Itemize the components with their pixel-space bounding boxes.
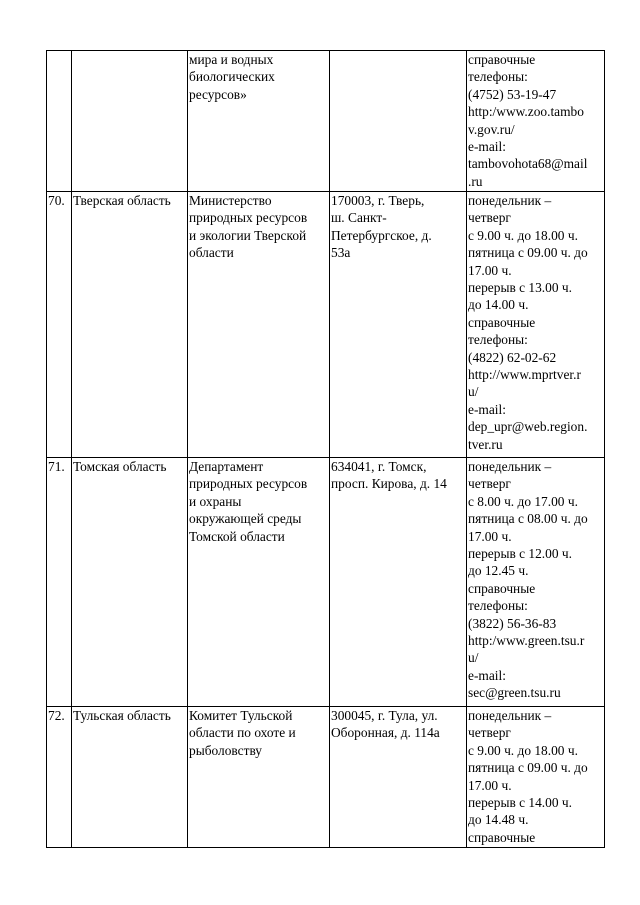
region-cell <box>72 192 188 458</box>
cell-text-line: http:/www.green.tsu.r <box>468 633 585 649</box>
cell-text-line: четверг <box>468 476 511 492</box>
agency-cell <box>188 458 330 707</box>
cell-text-line: биологических <box>189 69 275 85</box>
cell-text-line: e-mail: <box>468 401 506 417</box>
cell-text-line: до 14.48 ч. <box>468 812 529 828</box>
cell-text-line: справочные <box>468 580 536 596</box>
cell-text-line: Департамент <box>189 459 264 474</box>
table-row <box>47 51 605 192</box>
cell-text-line: (3822) 56-36-83 <box>468 615 557 631</box>
cell-text-line: четверг <box>468 725 511 741</box>
cell-text-line: ресурсов» <box>189 86 247 102</box>
cell-text: 72. <box>48 708 65 723</box>
cell-text-line: (4822) 62-02-62 <box>468 349 557 365</box>
agencies-table-body <box>47 51 605 848</box>
cell-text-line: до 14.00 ч. <box>468 297 529 313</box>
cell-text-line: справочные <box>468 314 536 330</box>
cell-text-line: справочные <box>468 52 536 67</box>
row-number-cell <box>47 51 72 192</box>
address-cell <box>330 192 467 458</box>
cell-text-line: с 9.00 ч. до 18.00 ч. <box>468 227 578 243</box>
cell-text-line: перерыв с 14.00 ч. <box>468 795 572 811</box>
cell-text-line: просп. Кирова, д. 14 <box>331 476 447 492</box>
cell-text-line: u/ <box>468 650 479 666</box>
cell-text: 71. <box>48 459 65 474</box>
cell-text-line: природных ресурсов <box>189 210 308 226</box>
cell-text: Тверская область <box>73 193 171 208</box>
cell-text-line: 170003, г. Тверь, <box>331 193 425 208</box>
cell-text-line: с 8.00 ч. до 17.00 ч. <box>468 493 578 509</box>
cell-text-line: 17.00 ч. <box>468 777 512 793</box>
cell-text-line: перерыв с 13.00 ч. <box>468 280 572 296</box>
cell-text-line: окружающей среды <box>189 511 302 527</box>
cell-text-line: http://www.mprtver.r <box>468 367 581 383</box>
cell-text-line: ш. Санкт- <box>331 210 387 226</box>
cell-text-line: sec@green.tsu.ru <box>468 685 561 701</box>
cell-text-line: природных ресурсов <box>189 476 308 492</box>
cell-text-line: понедельник – <box>468 459 552 474</box>
cell-text-line: .ru <box>468 173 483 189</box>
table-row <box>47 458 605 707</box>
cell-text-line: Петербургское, д. <box>331 227 432 243</box>
cell-text-line: до 12.45 ч. <box>468 563 529 579</box>
cell-text-line: http:/www.zoo.tambo <box>468 104 584 120</box>
cell-text-line: и экологии Тверской <box>189 227 307 243</box>
row-number-cell <box>47 707 72 848</box>
cell-text-line: e-mail: <box>468 139 506 155</box>
cell-text-line: 634041, г. Томск, <box>331 459 427 474</box>
cell-text-line: (4752) 53-19-47 <box>468 86 557 102</box>
cell-text-line: v.gov.ru/ <box>468 121 515 137</box>
cell-text: 70. <box>48 193 65 208</box>
cell-text-line: справочные <box>468 829 536 845</box>
schedule-contacts-cell <box>467 707 605 848</box>
cell-text-line: e-mail: <box>468 667 506 683</box>
row-number-cell <box>47 458 72 707</box>
address-cell <box>330 458 467 707</box>
schedule-contacts-cell <box>467 51 605 192</box>
table-row <box>47 192 605 458</box>
cell-text-line: u/ <box>468 384 479 400</box>
cell-text: Томская область <box>73 459 167 474</box>
cell-text-line: 53а <box>331 245 351 261</box>
cell-text-line: рыболовству <box>189 742 263 758</box>
cell-text-line: телефоны: <box>468 332 528 348</box>
cell-text: Тульская область <box>73 708 171 723</box>
cell-text-line: и охраны <box>189 493 242 509</box>
cell-text-line: пятница с 08.00 ч. до <box>468 511 588 527</box>
cell-text-line: tambovohota68@mail <box>468 156 588 172</box>
region-cell <box>72 458 188 707</box>
cell-text-line: 17.00 ч. <box>468 528 512 544</box>
cell-text-line: перерыв с 12.00 ч. <box>468 546 572 562</box>
row-number-cell <box>47 192 72 458</box>
cell-text-line: пятница с 09.00 ч. до <box>468 760 588 776</box>
schedule-contacts-cell <box>467 192 605 458</box>
cell-text-line: понедельник – <box>468 193 552 208</box>
cell-text-line: tver.ru <box>468 436 503 452</box>
cell-text-line: мира и водных <box>189 52 274 67</box>
cell-text-line: Комитет Тульской <box>189 708 293 723</box>
cell-text-line: четверг <box>468 210 511 226</box>
region-cell <box>72 707 188 848</box>
agency-cell <box>188 707 330 848</box>
address-cell <box>330 51 467 192</box>
cell-text-line: области <box>189 245 234 261</box>
region-cell <box>72 51 188 192</box>
agencies-table <box>46 50 605 848</box>
agency-cell <box>188 192 330 458</box>
schedule-contacts-cell <box>467 458 605 707</box>
address-cell <box>330 707 467 848</box>
cell-text-line: 17.00 ч. <box>468 262 512 278</box>
cell-text-line: dep_upr@web.region. <box>468 419 588 435</box>
table-row <box>47 707 605 848</box>
cell-text-line: Оборонная, д. 114а <box>331 725 440 741</box>
cell-text-line: пятница с 09.00 ч. до <box>468 245 588 261</box>
cell-text-line: области по охоте и <box>189 725 296 741</box>
cell-text-line: Министерство <box>189 193 272 208</box>
cell-text-line: с 9.00 ч. до 18.00 ч. <box>468 742 578 758</box>
cell-text-line: понедельник – <box>468 708 552 723</box>
cell-text-line: 300045, г. Тула, ул. <box>331 708 438 723</box>
agency-cell <box>188 51 330 192</box>
cell-text-line: Томской области <box>189 528 285 544</box>
cell-text-line: телефоны: <box>468 598 528 614</box>
cell-text-line: телефоны: <box>468 69 528 85</box>
